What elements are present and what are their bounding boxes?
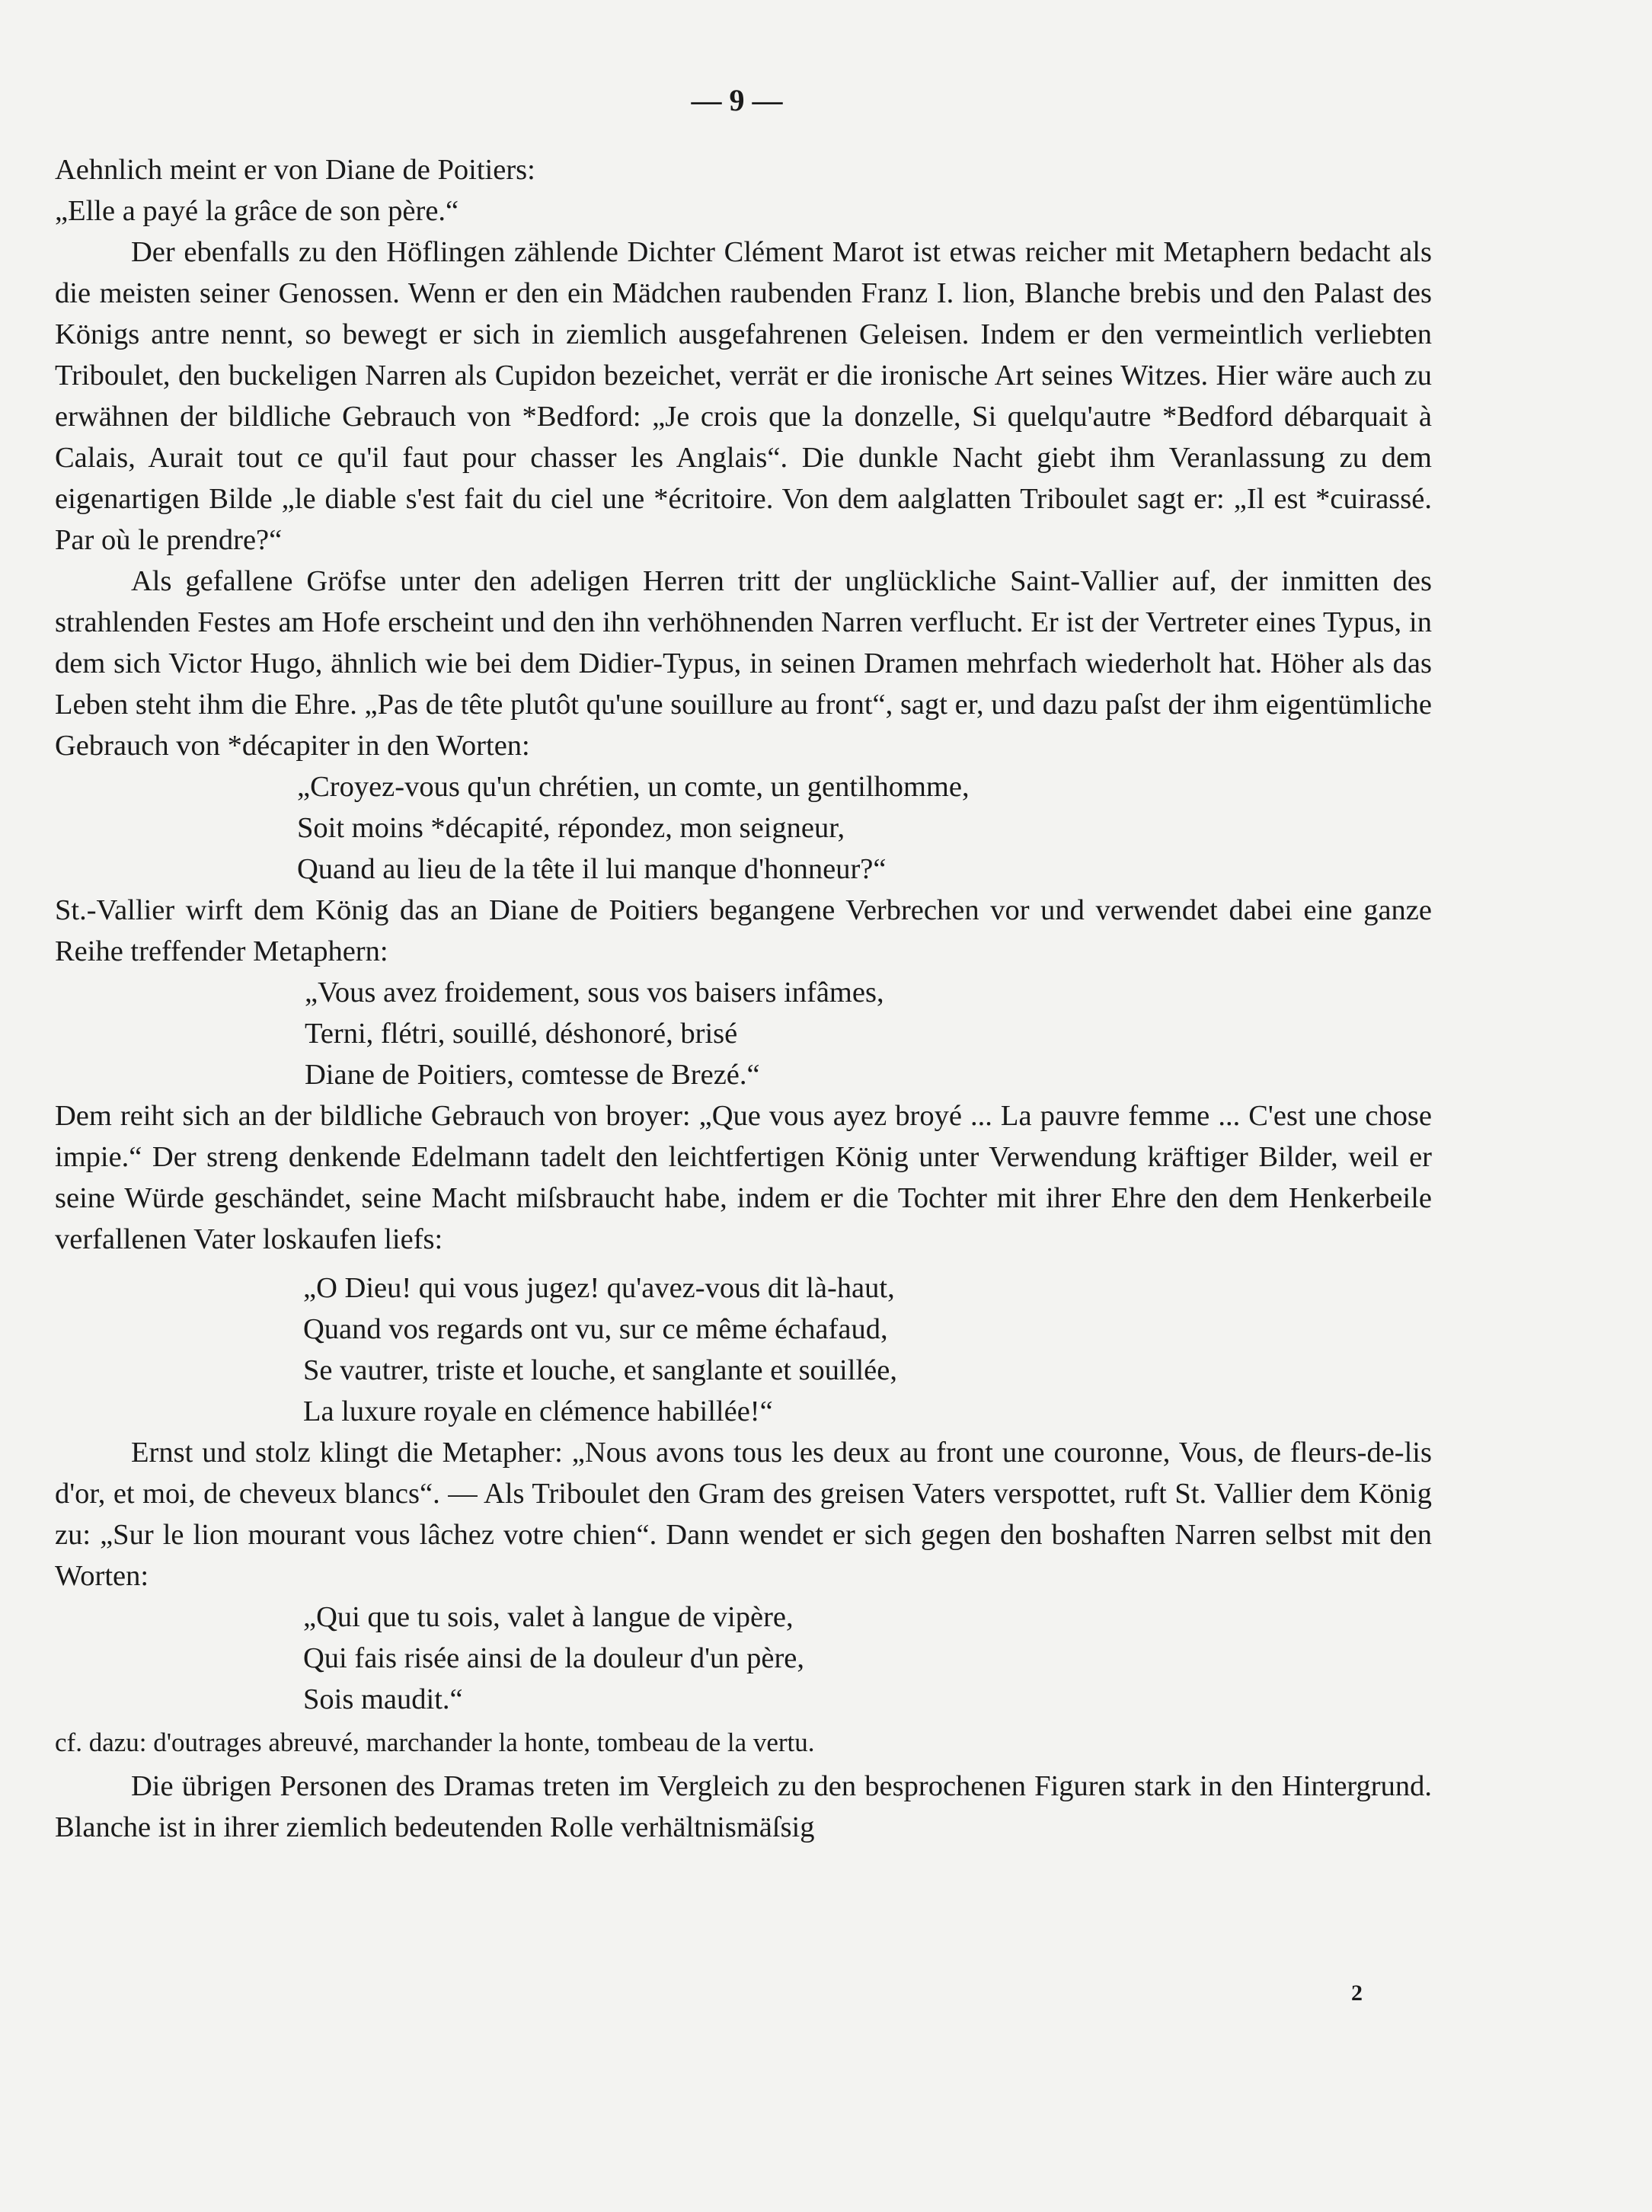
paragraph-5: Dem reiht sich an der bildliche Gebrauch von broyer: „Que vous ayez broyé ... La pauvre femme ... C'est une chose impie.“ Der streng denkende Edelmann tadelt den leichtfertigen König unter Verwendung kräftiger Bilder, weil er seine Würde geschändet, seine Macht miſsbraucht habe, indem er die Tochter mit ihrer Ehre den dem Henkerbeile verfallenen Vater loskaufen liefs: [55,1100,1432,1255]
verse-line: Soit moins *décapité, répondez, mon seigneur, [297,812,845,844]
paragraph-3: Als gefallene Gröfse unter den adeligen Herren tritt der unglückliche Saint-Vallier auf, der inmitten des strahlenden Festes am Hofe erscheint und den ihn verhöhnenden Narren verflucht. Er ist der Vertreter eines Typus, in dem sich Victor Hugo, ähnlich wie bei dem Didier-Typus, in seinen Dramen mehrfach wiederholt hat. Höher als das Leben steht ihm die Ehre. „Pas de tête plutôt qu'une souillure au front“, sagt er, und dazu paſst der ihm eigentümliche Gebrauch von *décapiter in den Worten: [55,565,1432,762]
verse-block-3 [303,1267,1432,1432]
paragraph-6: Ernst und stolz klingt die Metapher: „Nous avons tous les deux au front une couronne, Vous, de fleurs-de-lis d'or, et moi, de cheveux blancs“. — Als Triboulet den Gram des greisen Vaters verspottet, ruft St. Vallier dem König zu: „Sur le lion mourant vous lâchez votre chien“. Dann wendet er sich gegen den boshaften Narren selbst mit den Worten: [55,1437,1432,1592]
quote-1: „Elle a payé la grâce de son père.“ [55,195,459,227]
signature-mark: 2 [1351,1980,1363,2006]
verse-line: „O Dieu! qui vous jugez! qu'avez-vous dit là-haut, [303,1272,895,1304]
paragraph-2: Der ebenfalls zu den Höflingen zählende Dichter Clément Marot ist etwas reicher mit Metaphern bedacht als die meisten seiner Genossen. Wenn er den ein Mädchen raubenden Franz I. lion, Blanche brebis und den Palast des Königs antre nennt, so bewegt er sich in ziemlich ausgefahrenen Geleisen. Indem er den vermeintlich verliebten Triboulet, den buckeligen Narren als Cupidon bezeichet, verrät er die ironische Art seines Witzes. Hier wäre auch zu erwähnen der bildliche Gebrauch von *Bedford: „Je crois que la donzelle, Si quelqu'autre *Bedford débarquait à Calais, Aurait tout ce qu'il faut pour chasser les Anglais“. Die dunkle Nacht giebt ihm Veranlassung zu dem eigenartigen Bilde „le diable s'est fait du ciel une *écritoire. Von dem aalglatten Triboulet sagt er: „Il est *cuirassé. Par où le prendre?“ [55,236,1432,556]
verse-line: „Croyez-vous qu'un chrétien, un comte, un gentilhomme, [297,771,970,803]
verse-line: Terni, flétri, souillé, déshonoré, brisé [305,1018,738,1050]
body-text [55,149,1432,1848]
paragraph-7: Die übrigen Personen des Dramas treten im Vergleich zu den besprochenen Figuren stark in den Hintergrund. Blanche ist in ihrer ziemlich bedeutenden Rolle verhältnismäſsig [55,1770,1432,1843]
verse-line: Diane de Poitiers, comtesse de Brezé.“ [305,1059,760,1091]
verse-line: Sois maudit.“ [303,1683,463,1715]
verse-line: „Qui que tu sois, valet à langue de vipère, [303,1601,794,1633]
paragraph-1: Aehnlich meint er von Diane de Poitiers: [55,154,535,186]
verse-block-2 [305,972,1432,1095]
verse-block-1 [297,766,1432,890]
verse-line: Se vautrer, triste et louche, et sanglante et souillée, [303,1354,897,1386]
page-number: — 9 — [691,83,783,117]
verse-line: Quand vos regards ont vu, sur ce même échafaud, [303,1313,888,1345]
paragraph-4: St.-Vallier wirft dem König das an Diane de Poitiers begangene Verbrechen vor und verwendet dabei eine ganze Reihe treffender Metaphern: [55,894,1432,967]
comparison-note: cf. dazu: d'outrages abreuvé, marchander la honte, tombeau de la vertu. [55,1728,815,1757]
verse-block-4 [303,1597,1432,1720]
verse-line: La luxure royale en clémence habillée!“ [303,1395,773,1427]
verse-line: Quand au lieu de la tête il lui manque d'honneur?“ [297,853,887,885]
verse-line: „Vous avez froidement, sous vos baisers infâmes, [305,977,884,1009]
verse-line: Qui fais risée ainsi de la douleur d'un père, [303,1642,805,1674]
